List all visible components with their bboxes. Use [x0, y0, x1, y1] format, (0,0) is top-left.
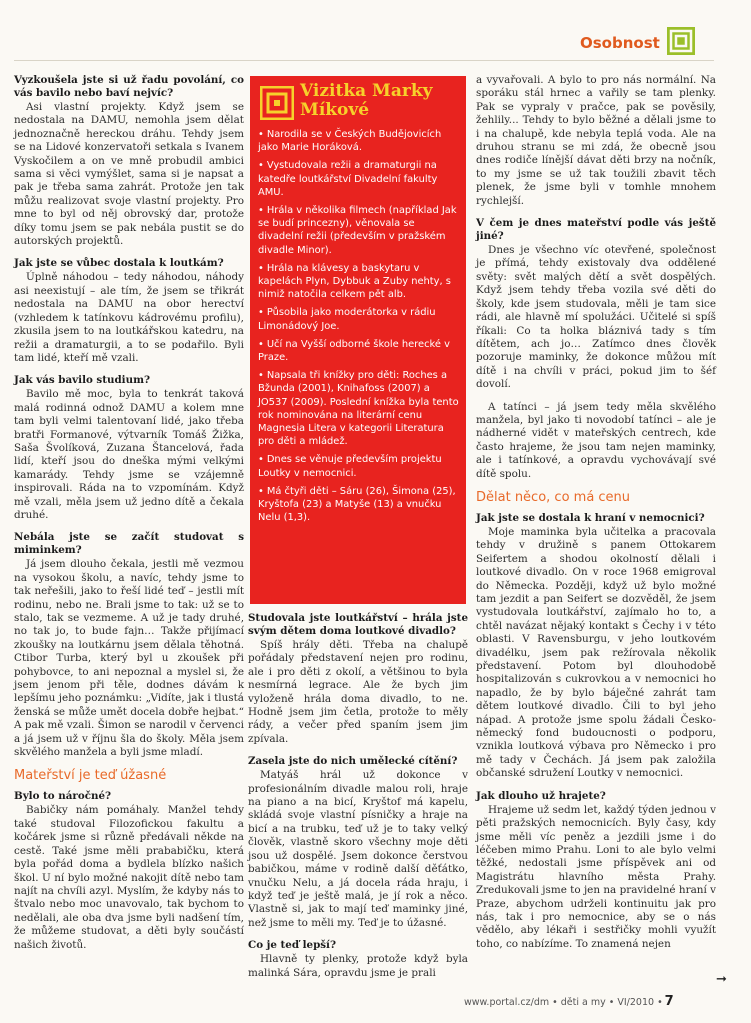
- answer-paragraph: Úplně náhodou – tedy náhodou, náhody asi neexistují – ale tím, že jsem se třikrát nedostala na DAMU na obor herectví (vzhledem k tatínkovu kádrovému profilu), zkusila jsem to na loutkářskou katedru, na režii a dramaturgii, a to se podařilo. Byli tam lidé, kteří mě vzali.: [14, 271, 244, 364]
- interview-question: V čem je dnes mateřství podle vás ještě jiné?: [476, 217, 716, 243]
- answer-paragraph: Babičky nám pomáhaly. Manžel tehdy také studoval Filozofickou fakultu a kočárek jsme si různě předávali někde na cestě. Také jsme měli prababičku, která byla pořád doma a bydlela blízko našich škol. U ní bylo možné nakojit dítě nebo tam najít na chvíli azyl. Myslím, že kdyby nás to štvalo nebo moc unavovalo, tak bychom to nedělali, ale oba dva jsme byli nadšení tím, že můžeme studovat, a děti byly součástí našich životů.: [14, 804, 244, 951]
- column-2: [248, 612, 468, 989]
- continue-arrow-icon: ➞: [716, 972, 727, 987]
- interview-question: Studovala jste loutkářství – hrála jste svým dětem doma loutkové divadlo?: [248, 612, 468, 637]
- column-3: [476, 74, 716, 960]
- section-heading: Mateřství je teď úžasné: [14, 768, 167, 784]
- card-fact: • Dnes se věnuje především projektu Loutky v nemocnici.: [258, 453, 460, 479]
- page-footer: [464, 994, 674, 1009]
- interview-question: Co je teď lepší?: [248, 939, 337, 952]
- column-1: [14, 74, 244, 961]
- interview-question: Jak jste se vůbec dostala k loutkám?: [14, 257, 224, 270]
- footer-text: www.portal.cz/dm • děti a my • VI/2010 •: [464, 997, 663, 1008]
- card-fact: • Učí na Vyšší odborné škole herecké v Praze.: [258, 338, 460, 364]
- interview-question: Jak jste se dostala k hraní v nemocnici?: [476, 511, 705, 524]
- answer-paragraph: Matyáš hrál už dokonce v profesionálním divadle malou roli, hraje na piano a na bicí, Kryštof má kapelu, skládá svoje vlastní písničky a hraje na bicí a na trubku, teď už je to taky velký člověk, vlastně skoro všechny moje děti jsou už dospělé. Jsem dokonce čerstvou babičkou, máme v rodině další děťátko, vnučku Nelu, a já docela ráda hraju, i když teď je ještě malá, je jí rok a něco. Vlastně si, jak to mají teď maminky jiné, než jsme to měli my. Teď je to úžasné.: [248, 769, 468, 929]
- interview-question: Jak vás bavilo studium?: [14, 374, 150, 387]
- answer-paragraph: Asi vlastní projekty. Když jsem se nedostala na DAMU, nemohla jsem dělat jednoznačně hereckou dráhu. Tehdy jsem se na Lidové konzervatoři setkala s Ivanem Vyskočilem a on ve mně probudil ambici sama si věci vymýšlet, sama si je napsat a pak je třeba sama zahrát. Protože jen tak můžu realizovat svoje vlastní projekty. Pro mne to byl od něj obrovský dar, protože díky tomu jsem se pak nebála pustit se do autorských projektů.: [14, 101, 244, 248]
- card-fact: • Napsala tři knížky pro děti: Roches a Bžunda (2001), Knihafoss (2007) a JO537 (2009). Poslední knížka byla tento rok nominována na literární cenu Magnesia Litera v kategorii Literatura pro děti a mládež.: [258, 369, 460, 448]
- answer-paragraph: Hrajeme už sedm let, každý týden jednou v pěti pražských nemocnicích. Byly časy, kdy jsme měli víc peněz a jezdili jsme i do léčeben mimo Prahu. Loni to ale bylo velmi těžké, nedostali jsme příspěvek ani od Magistrátu hlavního města Prahy. Zredukovali jsme to jen na pravidelné hraní v Praze, abychom udrželi kontinuitu jak pro nás, tak i pro nemocnice, aby se o nás vědělo, aby lékaři i sestřičky mohli využít toho, co nabízíme. To znamená nejen: [476, 803, 716, 950]
- card-title: Vizitka Marky Míkové: [300, 81, 433, 120]
- answer-paragraph: Dnes je všechno víc otevřené, společnost je přímá, tehdy existovaly dva oddělené světy: svět malých dětí a svět dospělých. Když jsem tehdy třeba vozila své děti do školy, kde jsem studovala, měli je tam sice rádi, ale hlavně mí spolužáci. Učitelé si spíš říkali: Co ta holka bláznivá tady s tím dítětem, ach jo… Zatímco dnes člověk pozoruje maminky, že dokonce můžou mít dítě i na chvíli v práci, pokud jim to šéf dovolí.: [476, 244, 716, 391]
- interview-question: Jak dlouho už hrajete?: [476, 789, 606, 802]
- profile-card: [250, 76, 466, 604]
- answer-paragraph: Já jsem dlouho čekala, jestli mě vezmou na vysokou školu, a navíc, tehdy jsme to tak neřešili, jako to řeší lidé teď – jestli mít rodinu, nebo ne. Brali jsme to tak: už se to stalo, tak se vezmeme. A už je tady druhé, no tak jo, to bude fajn… Takže přijímací zkoušky na loutkárnu jsem dělala těhotná. Ctibor Turba, který byl u zkoušek při pohybovce, to ani nepoznal a myslel si, že jsem jenom při těle, dodnes dávám k lepšímu jeho poznámku: „Vidíte, jak i tlustá ženská se může umět docela dobře hejbat.“ A pak mě vzali. Šimon se narodil v červenci a já jsem už v říjnu šla do školy. Měla jsem skvělého manžela a byli jsme mladí.: [14, 558, 244, 759]
- answer-paragraph: Bavilo mě moc, byla to tenkrát taková malá rodinná odnož DAMU a kolem mne tam byli velmi talentovaní lidé, jako třeba bratři Formanové, výtvarník Tomáš Žižka, Saša Švolíková, Zuzana Štancelová, řada lidí, kteří jsou do dneška mými velkými kamarády. Tehdy jsme se vzájemně inspirovali. Ráda na to vzpomínám. Když mě vzali, měla jsem už jedno dítě a čekala druhé.: [14, 388, 244, 521]
- interview-question: Nebála jste se začít studovat s miminkem?: [14, 531, 244, 557]
- answer-paragraph: Moje maminka byla učitelka a pracovala tehdy v družině s panem Ottokarem Seifertem a shodou okolností dělali i loutkové divadlo. On v roce 1968 emigroval do Německa. Později, když už bylo možné tam jezdit a pan Seifert se dozvěděl, že jsem vystudovala loutkářství, zajímalo ho to, a chtěl navázat nějaký kontakt s Čechy i v této oblasti. V Ravensburgu, v jeho loutkovém divadélku, jsem pak režírovala několik představení. Potom byl dlouhodobě hospitalizován s cukrovkou a v nemocnici ho napadlo, že by bylo báječné zahrát tam dětem loutkové divadlo. Čili to byl jeho nápad. A protože jsme spolu žádali Česko-německý fond budoucnosti o podporu, vznikla loutková výbava pro Německo i pro mě tady v Čechách. Já jsem pak založila občanské sdružení Loutky v nemocnici.: [476, 525, 716, 780]
- header-divider: [14, 60, 714, 61]
- square-spiral-icon: [260, 86, 294, 120]
- section-label: Osobnost: [580, 34, 660, 52]
- answer-paragraph: Hlavně ty plenky, protože když byla malinká Sára, opravdu jsme je prali: [248, 953, 468, 979]
- card-fact: • Hrála v několika filmech (například Jak se budí princezny), věnovala se divadelní režii (především v pražském divadle Minor).: [258, 204, 460, 257]
- interview-question: Vyzkoušela jste si už řadu povolání, co vás bavilo nebo baví nejvíc?: [14, 74, 244, 99]
- card-fact: • Působila jako moderátorka v rádiu Limonádový Joe.: [258, 306, 460, 332]
- answer-paragraph: Spíš hrály děti. Třeba na chalupě pořádaly představení nejen pro rodinu, ale i pro děti z okolí, a většinou to byla nesmírná legrace. Ale že bych jim vyloženě hrála doma divadlo, to ne. Hodně jsem jim četla, protože to měly rády, a večer před spaním jsem jim zpívala.: [248, 639, 468, 745]
- card-fact: • Má čtyři děti – Sáru (26), Šimona (25), Kryštofa (23) a Matyše (13) a vnučku Nelu (1,3).: [258, 485, 460, 525]
- card-fact: • Vystudovala režii a dramaturgii na katedře loutkářství Divadelní fakulty AMU.: [258, 159, 460, 199]
- card-fact: • Hrála na klávesy a baskytaru v kapelách Plyn, Dybbuk a Zuby nehty, s nimiž natočila celkem pět alb.: [258, 262, 460, 302]
- answer-paragraph: a vyvařovali. A bylo to pro nás normální. Na sporáku stál hrnec a vařily se tam plenky. Pak se vypraly v pračce, pak se pověsily, žehlily... Tehdy to bylo běžné a dělali jsme to i na chalupě, kde nebyla teplá voda. Ale na druhou stranu se mi zdá, že obecně jsou dnes rodiče línější dávat děti brzy na nočník, to my jsme se už tak toužili zbavit těch plenek, že jsme byli v tomhle mnohem rychlejší.: [476, 74, 716, 207]
- answer-paragraph: A tatínci – já jsem tedy měla skvělého manžela, byl jako ti novodobí tatínci – ale je nádherné vidět v mateřských centrech, kde často hrajeme, že jsou tam nejen maminky, ale i tatínkové, a opravdu vychovávají své dítě spolu.: [476, 400, 716, 480]
- square-spiral-icon: [666, 26, 696, 56]
- card-fact: • Narodila se v Českých Budějovicích jako Marie Horáková.: [258, 128, 460, 154]
- page-number: 7: [664, 994, 674, 1009]
- card-facts-list: [258, 128, 460, 529]
- interview-question: Bylo to náročné?: [14, 790, 112, 803]
- section-heading: Dělat něco, co má cenu: [476, 489, 631, 505]
- interview-question: Zasela jste do nich umělecké cítění?: [248, 755, 458, 768]
